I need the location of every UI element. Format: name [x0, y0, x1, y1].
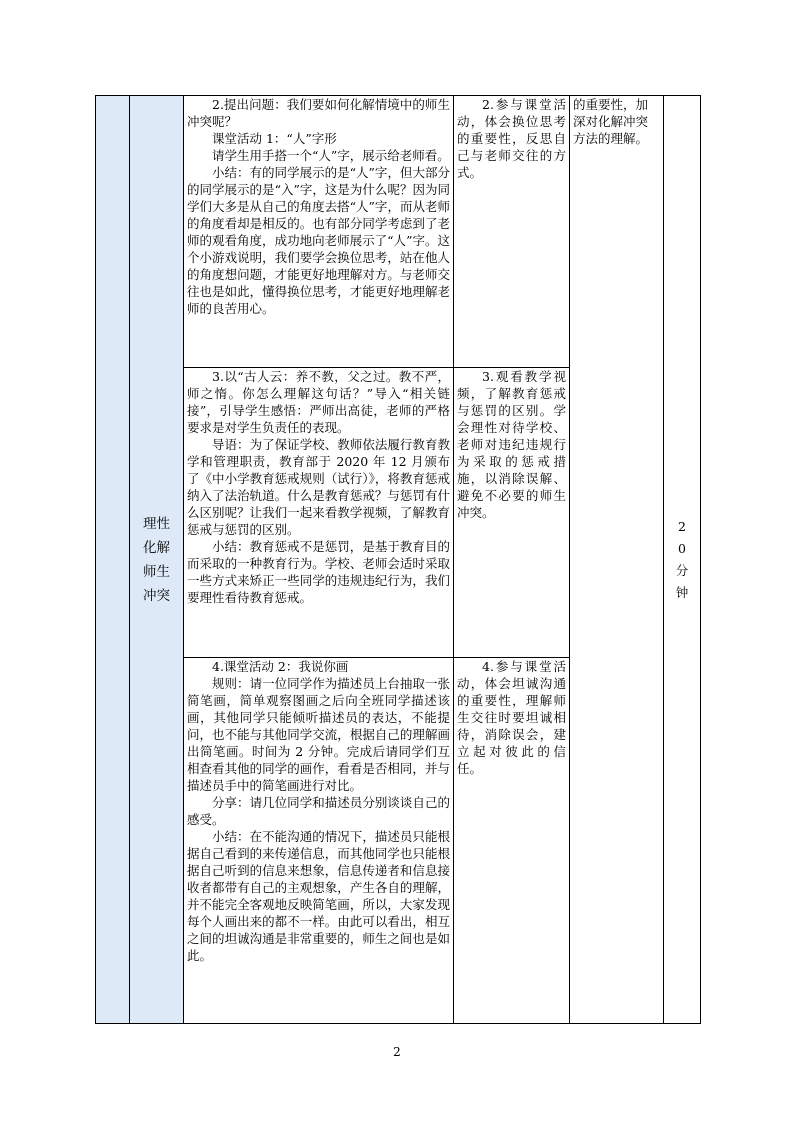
paragraph: 课堂活动 1：“人”字形	[212, 131, 337, 146]
stage-label-cell	[130, 96, 184, 1024]
paragraph: 小结：在不能沟通的情况下，描述员只能根据自己看到的来传递信息，而其他同学也只能根据自己听到的信息来想象，信息传递者和信息接收者都带有自己的主观想象，产生各自的理解，并不能完全客观地反映简笔画，所以，大家发现每个人画出来的都不一样。由此可以看出，相互之间的坦诚沟通是非常重要的，师生之间也是如此。	[187, 829, 450, 963]
teacher-activity-cell	[184, 96, 454, 368]
time-text: 20分钟	[675, 518, 689, 600]
design-intent-cell	[570, 96, 664, 1024]
paragraph: 3.以“古人云：养不教，父之过。教不严，师之惰。你怎么理解这句话？”导入“相关链接”，引导学生感悟：严师出高徒，老师的严格要求是对学生负责任的表现。	[187, 369, 450, 435]
paragraph: 分享：请几位同学和描述员分别谈谈自己的感受。	[187, 795, 450, 827]
paragraph: 规则：请一位同学作为描述员上台抽取一张简笔画，简单观察图画之后向全班同学描述该画，其他同学只能倾听描述员的表达，不能提问，也不能与其他同学交流，根据自己的理解画出简笔画。时间为 2 分钟。完成后请同学们互相查看其他的同学的画作，看看是否相同，并与描述员手中的简笔画进行对比。	[187, 676, 450, 793]
paragraph: 导语：为了保证学校、教师依法履行教育教学和管理职责，教育部于 2020 年 12 月颁布了《中小学教育惩戒规则（试行）》，将教育惩戒纳入了法治轨道。什么是教育惩戒？与惩罚有什么区别呢？让我们一起来看教学视频，了解教育惩戒与惩罚的区别。	[187, 437, 450, 537]
table-row	[96, 96, 701, 368]
paragraph: 3.观看教学视频，了解教育惩戒与惩罚的区别。学会理性对待学校、老师对违纪违规行为采取的惩戒措施，以消除误解、避免不必要的师生冲突。	[457, 369, 566, 520]
page-number: 2	[393, 1045, 401, 1059]
paragraph: 请学生用手搭一个“人”字，展示给老师看。	[212, 148, 450, 163]
design-intent-text: 的重要性，加深对化解冲突方法的理解。	[573, 97, 649, 146]
paragraph: 4.课堂活动 2：我说你画	[212, 659, 349, 674]
paragraph: 2.参与课堂活动，体会换位思考的重要性，反思自己与老师交往的方式。	[457, 97, 566, 180]
blank-column-cell	[96, 96, 130, 1024]
lesson-plan-table	[95, 95, 701, 1024]
teacher-activity-cell	[184, 658, 454, 1024]
student-activity-cell	[454, 658, 570, 1024]
paragraph: 4.参与课堂活动，体会坦诚沟通的重要性，理解师生交往时要坦诚相待，消除误会，建立起对彼此的信任。	[457, 659, 566, 776]
time-cell	[664, 96, 701, 1024]
paragraph: 2.提出问题：我们要如何化解情境中的师生冲突呢？	[187, 97, 450, 129]
stage-label: 理性化解师生冲突	[143, 515, 170, 604]
student-activity-cell	[454, 368, 570, 658]
teacher-activity-cell	[184, 368, 454, 658]
student-activity-cell	[454, 96, 570, 368]
paragraph: 小结：教育惩戒不是惩罚，是基于教育目的而采取的一种教育行为。学校、老师会适时采取一些方式来矫正一些同学的违规违纪行为，我们要理性看待教育惩戒。	[187, 539, 450, 605]
paragraph: 小结：有的同学展示的是“人”字，但大部分的同学展示的是“入”字，这是为什么呢？因为同学们大多是从自己的角度去搭“人”字，而从老师的角度看却是相反的。也有部分同学考虑到了老师的观看角度，成功地向老师展示了“人”字。这个小游戏说明，我们要学会换位思考，站在他人的角度想问题，才能更好地理解对方。与老师交往也是如此，懂得换位思考，才能更好地理解老师的良苦用心。	[187, 165, 450, 316]
